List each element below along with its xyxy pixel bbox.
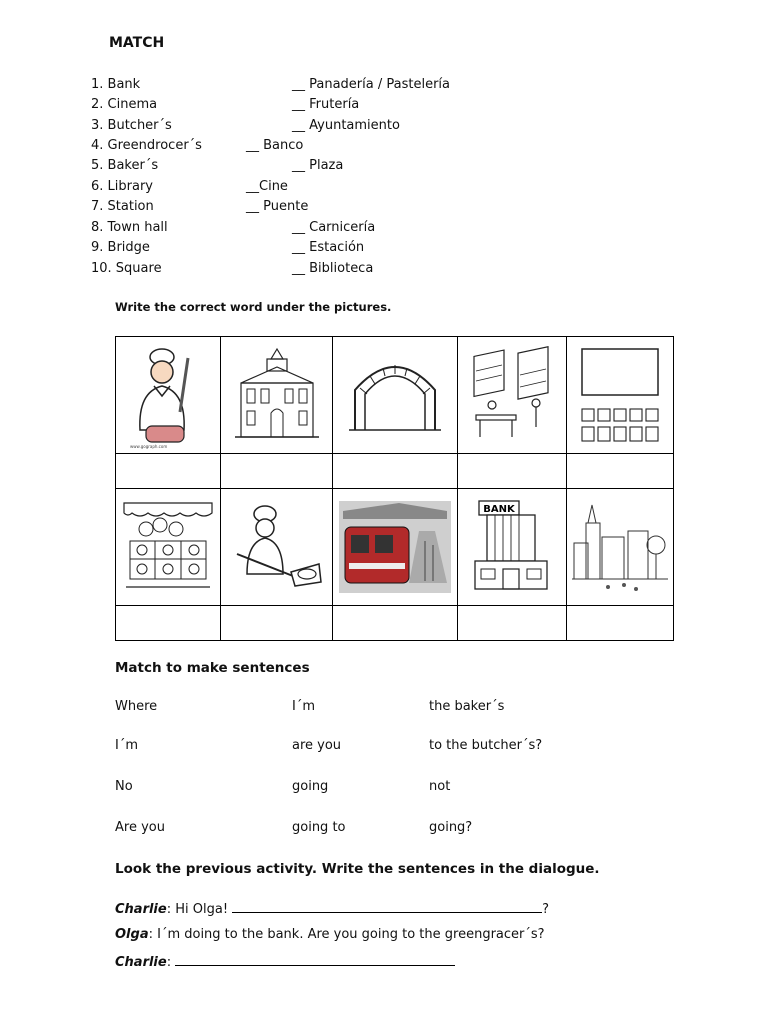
picture-cell (333, 337, 458, 454)
square-icon (572, 497, 668, 597)
sentence-col1-row2: I´m (115, 738, 138, 753)
spanish-item-6: __Cine (246, 179, 288, 194)
spanish-item-5: __ Plaza (292, 158, 344, 173)
picture-cell (333, 489, 458, 606)
bank-sign: BANK (483, 504, 515, 515)
library-icon (462, 345, 562, 445)
match-title: MATCH (109, 35, 165, 51)
sentence-col2-row2: are you (292, 738, 342, 753)
sentence-col3-row1: the baker´s (429, 699, 505, 714)
sentence-col1-row3: No (115, 779, 133, 794)
spanish-item-3: __ Ayuntamiento (292, 118, 400, 133)
spanish-item-1: __ Panadería / Pastelería (292, 77, 450, 92)
english-item-7: 7. Station (91, 199, 154, 214)
picture-cell (116, 337, 221, 454)
sentence-col3-row2: to the butcher´s? (429, 738, 543, 753)
english-item-6: 6. Library (91, 179, 153, 194)
dialogue-line-3 (115, 953, 455, 970)
sentence-col2-row4: going to (292, 820, 346, 835)
answer-cell[interactable] (333, 454, 458, 489)
spanish-item-9: __ Estación (292, 240, 365, 255)
english-item-4: 4. Greendrocer´s (91, 138, 202, 153)
sentence-col3-row4: going? (429, 820, 473, 835)
answer-cell[interactable] (567, 454, 674, 489)
baker-icon (227, 502, 327, 592)
sentence-col2-row1: I´m (292, 699, 315, 714)
train-station-icon (339, 501, 451, 593)
answer-cell[interactable] (221, 606, 333, 641)
picture-cell (458, 489, 567, 606)
pictures-instruction: Write the correct word under the pictures. (115, 300, 392, 314)
spanish-item-7: __ Puente (246, 199, 309, 214)
spanish-item-2: __ Frutería (292, 97, 360, 112)
dialogue-text: : Hi Olga! (166, 902, 233, 917)
bank-icon (467, 497, 557, 597)
answer-cell[interactable] (333, 606, 458, 641)
pictures-table (115, 336, 674, 641)
picture-cell (116, 489, 221, 606)
sentence-col3-row3: not (429, 779, 451, 794)
dialogue-title: Look the previous activity. Write the sentences in the dialogue. (115, 861, 600, 877)
dialogue-text: : I´m doing to the bank. Are you going to the greengracer´s? (148, 927, 545, 942)
english-item-5: 5. Baker´s (91, 158, 159, 173)
sentences-title: Match to make sentences (115, 660, 310, 676)
sentence-col1-row4: Are you (115, 820, 165, 835)
dialogue-speaker: Charlie (115, 955, 167, 970)
sentence-col2-row3: going (292, 779, 329, 794)
answer-cell[interactable] (116, 454, 221, 489)
dialogue-speaker: Olga (115, 927, 149, 942)
answer-cell[interactable] (221, 454, 333, 489)
spanish-item-4: __ Banco (246, 138, 304, 153)
spanish-item-8: __ Carnicería (292, 220, 376, 235)
english-item-10: 10. Square (91, 261, 162, 276)
answer-cell[interactable] (567, 606, 674, 641)
picture-cell (567, 337, 674, 454)
bridge-icon (345, 350, 445, 440)
town-hall-icon (227, 345, 327, 445)
answer-blank[interactable] (232, 900, 542, 913)
answer-cell[interactable] (458, 454, 567, 489)
picture-cell (221, 337, 333, 454)
picture-cell (221, 489, 333, 606)
dialogue-line-1 (115, 900, 549, 917)
answer-cell[interactable] (116, 606, 221, 641)
answer-blank[interactable] (175, 953, 455, 966)
picture-cell (458, 337, 567, 454)
english-item-1: 1. Bank (91, 77, 141, 92)
butcher-icon (120, 340, 216, 450)
english-item-9: 9. Bridge (91, 240, 150, 255)
sentence-col1-row1: Where (115, 699, 158, 714)
english-item-8: 8. Town hall (91, 220, 168, 235)
dialogue-line-2 (115, 927, 545, 942)
dialogue-text: : (166, 955, 176, 970)
svg-text:www.gograph.com: www.gograph.com (130, 444, 168, 449)
cinema-icon (574, 345, 666, 445)
dialogue-speaker: Charlie (115, 902, 167, 917)
english-item-3: 3. Butcher´s (91, 118, 172, 133)
greengrocer-icon (120, 497, 216, 597)
answer-cell[interactable] (458, 606, 567, 641)
spanish-item-10: __ Biblioteca (292, 261, 374, 276)
picture-cell (567, 489, 674, 606)
dialogue-end: ? (542, 902, 550, 917)
english-item-2: 2. Cinema (91, 97, 158, 112)
